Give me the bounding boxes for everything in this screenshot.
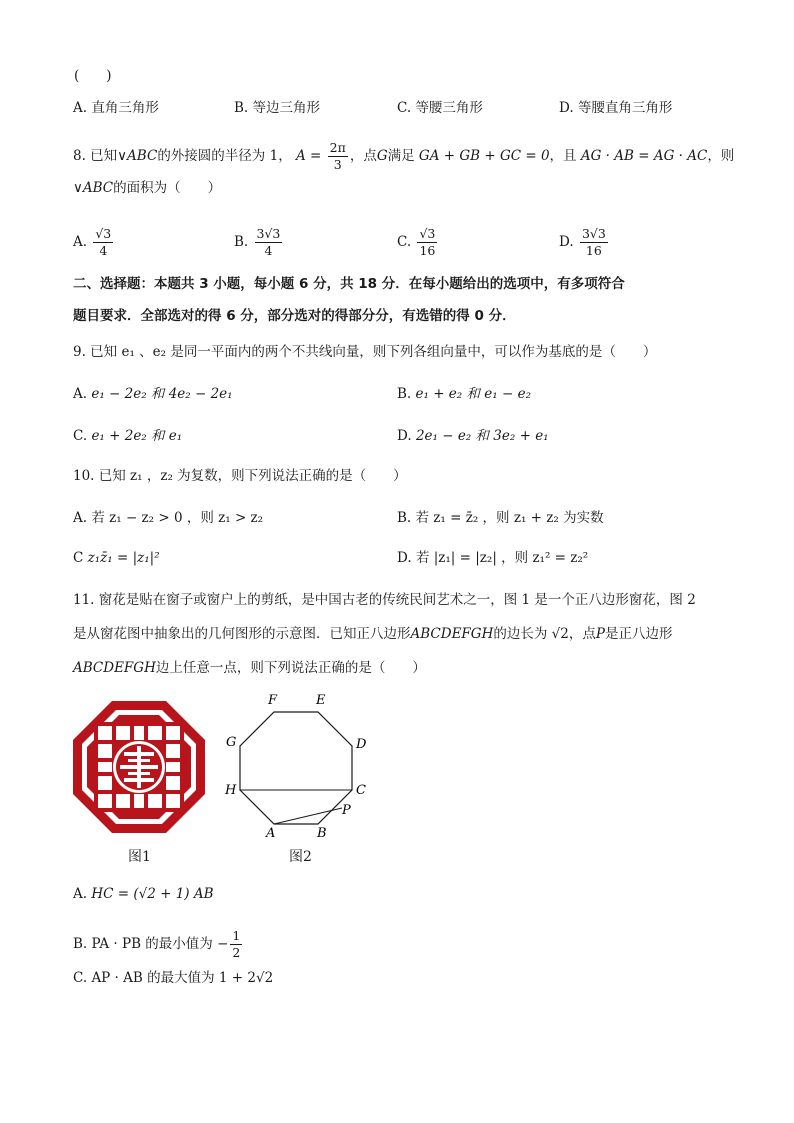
figure-1-caption: 图1 — [128, 849, 151, 865]
q11-stem-line1: 11. 窗花是贴在窗子或窗户上的剪纸，是中国古老的传统民间艺术之一，图 1 是一个正八边形窗花，图 2 — [73, 592, 696, 608]
q7-option-b: B. 等边三角形 — [234, 100, 321, 116]
q8-option-c: C. $\frac{√3}{16}$ — [397, 226, 436, 258]
label-p: P — [342, 803, 351, 818]
label-b: B — [317, 826, 327, 841]
q7-option-a: A. 直角三角形 — [73, 100, 159, 116]
q11-option-b: B. PA · PB 的最小值为 − $\frac{1}{2}$ — [73, 928, 241, 960]
window-flower-figure — [72, 700, 206, 834]
q10-stem: 10. 已知 z₁ ，z₂ 为复数，则下列说法正确的是（ ） — [73, 468, 407, 484]
label-e: E — [316, 693, 326, 708]
label-c: C — [356, 783, 366, 798]
label-h: H — [225, 783, 237, 798]
q9-option-d: D. 2e₁ − e₂ 和 3e₂ + e₁ — [397, 428, 549, 444]
q9-option-c: C. e₁ + 2e₂ 和 e₁ — [73, 428, 183, 444]
q8-option-a: A. $\frac{√3}{4}$ — [73, 226, 112, 258]
octagon-diagram — [222, 690, 382, 850]
q10-option-a: A. 若 z₁ − z₂ > 0 ，则 z₁ > z₂ — [73, 510, 264, 526]
q11-option-a: A. HC = (√2 + 1) AB — [73, 886, 214, 902]
q10-option-d: D. 若 |z₁| = |z₂| ，则 z₁² = z₂² — [397, 550, 589, 566]
q11-option-c: C. AP · AB 的最大值为 1 + 2√2 — [73, 970, 274, 986]
question-7-paren: ( ) — [74, 68, 112, 84]
q8-stem-line1: 8. 已知∨ABC的外接圆的半径为 1， A = $\frac{2\pi}{3}$ ，点G满足 GA + GB + GC = 0，且 AG · AB = AG · AC，则 — [73, 140, 735, 172]
label-g: G — [226, 735, 237, 750]
segment-ap — [274, 808, 342, 824]
dot-product-condition: AG · AB = AG · AC — [580, 148, 708, 164]
q8-stem-line2: ∨ABC的面积为（ ） — [73, 180, 222, 196]
label-f: F — [268, 693, 278, 708]
q7-option-d: D. 等腰直角三角形 — [559, 100, 673, 116]
q8-option-d: D. $\frac{3√3}{16}$ — [559, 226, 606, 258]
q9-option-a: A. e₁ − 2e₂ 和 4e₂ − 2e₁ — [73, 386, 233, 402]
q7-option-c: C. 等腰三角形 — [397, 100, 483, 116]
q11-stem-line2: 是从窗花图中抽象出的几何图形的示意图．已知正八边形ABCDEFGH的边长为 √2，点P是正八边形 — [73, 626, 673, 642]
q10-option-c: C z₁z̄₁ = |z₁|² — [73, 550, 160, 566]
figure-2-caption: 图2 — [289, 849, 312, 865]
q10-option-b: B. 若 z₁ = z̄₂ ，则 z₁ + z₂ 为实数 — [397, 510, 604, 526]
section-2-heading-line2: 题目要求．全部选对的得 6 分，部分选对的得部分分，有选错的得 0 分． — [73, 308, 516, 324]
q11-stem-line3: ABCDEFGH边上任意一点，则下列说法正确的是（ ） — [73, 660, 426, 676]
q9-stem: 9. 已知 e₁ 、e₂ 是同一平面内的两个不共线向量，则下列各组向量中，可以作为基底的是（ ） — [73, 344, 657, 360]
vector-sum-condition: GA + GB + GC = 0 — [418, 148, 550, 164]
fraction-2pi-3: $\frac{2\pi}{3}$ — [329, 140, 346, 172]
label-d: D — [356, 737, 367, 752]
q8-option-b: B. $\frac{3√3}{4}$ — [234, 226, 281, 258]
q9-option-b: B. e₁ + e₂ 和 e₁ − e₂ — [397, 386, 531, 402]
label-a: A — [266, 826, 276, 841]
octagon-outline — [240, 712, 352, 824]
section-2-heading-line1: 二、选择题：本题共 3 小题，每小题 6 分，共 18 分．在每小题给出的选项中，有多项符合 — [73, 276, 625, 292]
